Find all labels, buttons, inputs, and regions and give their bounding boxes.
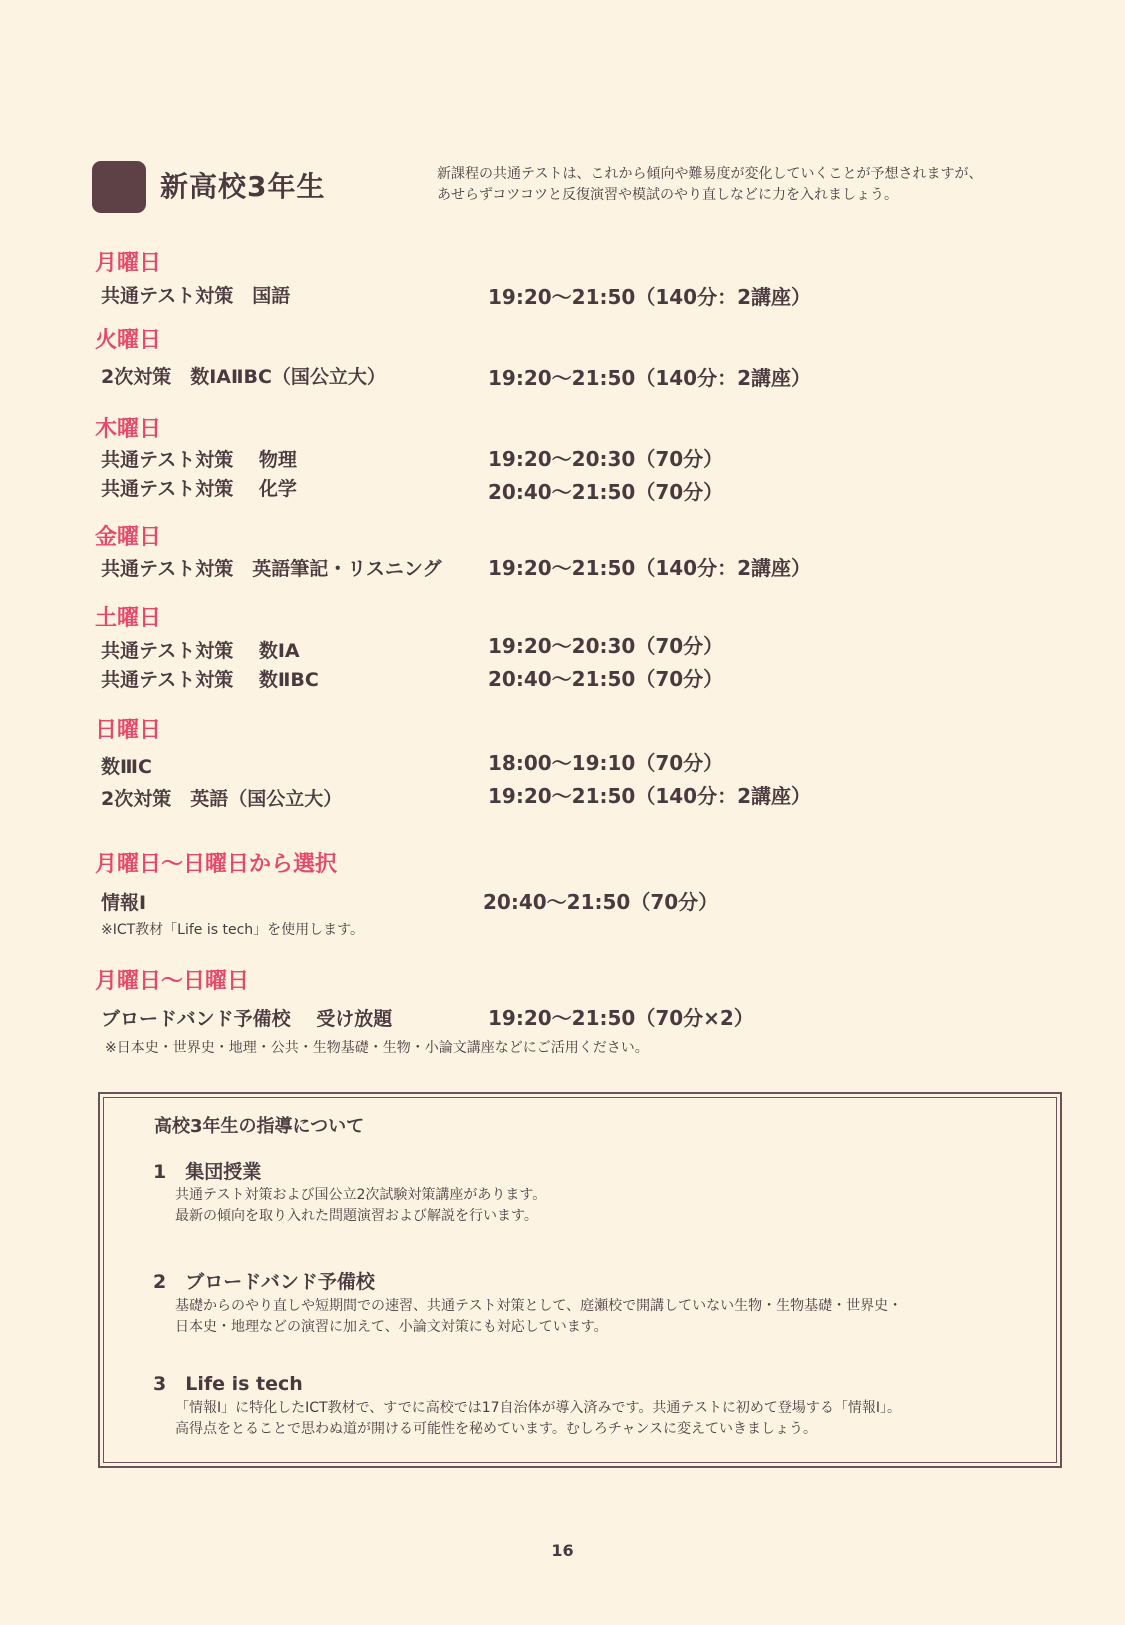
guidance-line: 最新の傾向を取り入れた問題演習および解説を行います。 bbox=[175, 1208, 538, 1224]
course-time: 20:40〜21:50（70分） bbox=[488, 480, 724, 504]
day-heading-tue: 火曜日 bbox=[95, 328, 162, 353]
course-time: 19:20〜21:50（140分：2講座） bbox=[488, 784, 811, 808]
course-time: 20:40〜21:50（70分） bbox=[483, 890, 719, 914]
guidance-section-heading: 2 ブロードバンド予備校 bbox=[153, 1271, 375, 1293]
intro-text bbox=[437, 164, 1077, 206]
guidance-line: 基礎からのやり直しや短期間での速習、共通テスト対策として、庭瀬校で開講していない生物・生物基礎・世界史・ bbox=[175, 1298, 903, 1314]
course-name: 共通テスト対策 数ⅠA bbox=[101, 640, 300, 662]
course-name: 共通テスト対策 化学 bbox=[101, 478, 297, 500]
course-name: 共通テスト対策 英語筆記・リスニング bbox=[101, 558, 442, 580]
page-number: 16 bbox=[551, 1541, 574, 1560]
day-heading-thu: 木曜日 bbox=[95, 417, 162, 442]
day-heading-select: 月曜日〜日曜日から選択 bbox=[95, 852, 338, 877]
course-time: 19:20〜21:50（70分×2） bbox=[488, 1006, 754, 1030]
guidance-section-heading: 1 集団授業 bbox=[153, 1161, 262, 1183]
day-heading-sun: 日曜日 bbox=[95, 718, 162, 743]
day-heading-mon: 月曜日 bbox=[95, 251, 162, 276]
course-time: 19:20〜20:30（70分） bbox=[488, 447, 724, 471]
guidance-title: 高校3年生の指導について bbox=[154, 1116, 365, 1137]
course-time: 19:20〜21:50（140分：2講座） bbox=[488, 285, 811, 309]
course-name: 2次対策 数ⅠAⅡBC（国公立大） bbox=[101, 366, 386, 388]
course-name: 情報Ⅰ bbox=[101, 892, 147, 914]
course-note: ※日本史・世界史・地理・公共・生物基礎・生物・小論文講座などにご活用ください。 bbox=[105, 1040, 649, 1056]
day-heading-all: 月曜日〜日曜日 bbox=[95, 969, 250, 994]
guidance-line: 日本史・地理などの演習に加えて、小論文対策にも対応しています。 bbox=[175, 1319, 608, 1335]
day-heading-sat: 土曜日 bbox=[95, 606, 162, 631]
guidance-section-body bbox=[175, 1398, 901, 1440]
guidance-section-body bbox=[175, 1185, 546, 1227]
course-name: 数ⅢC bbox=[101, 756, 152, 778]
guidance-section-body bbox=[175, 1296, 902, 1338]
intro-line: 新課程の共通テストは、これから傾向や難易度が変化していくことが予想されますが、 bbox=[437, 166, 983, 182]
guidance-line: 高得点をとることで思わぬ道が開ける可能性を秘めています。むしろチャンスに変えていきましょう。 bbox=[175, 1421, 818, 1437]
course-time: 19:20〜21:50（140分：2講座） bbox=[488, 556, 811, 580]
guidance-line: 共通テスト対策および国公立2次試験対策講座があります。 bbox=[175, 1187, 547, 1203]
intro-line: あせらずコツコツと反復演習や模試のやり直しなどに力を入れましょう。 bbox=[437, 187, 899, 203]
course-name: 共通テスト対策 数ⅡBC bbox=[101, 669, 319, 691]
course-name: ブロードバンド予備校 受け放題 bbox=[101, 1008, 393, 1030]
course-time: 18:00〜19:10（70分） bbox=[488, 751, 724, 775]
course-note: ※ICT教材「Life is tech」を使用します。 bbox=[101, 922, 365, 938]
course-time: 19:20〜20:30（70分） bbox=[488, 634, 724, 658]
course-time: 20:40〜21:50（70分） bbox=[488, 667, 724, 691]
guidance-line: 「情報Ⅰ」に特化したICT教材で、すでに高校では17自治体が導入済みです。共通テストに初めて登場する「情報Ⅰ」。 bbox=[175, 1400, 901, 1416]
course-name: 共通テスト対策 国語 bbox=[101, 285, 291, 307]
header-square-icon bbox=[92, 161, 146, 213]
day-heading-fri: 金曜日 bbox=[95, 525, 162, 550]
course-name: 共通テスト対策 物理 bbox=[101, 449, 297, 471]
page-title: 新高校3年生 bbox=[160, 170, 326, 203]
guidance-section-heading: 3 Life is tech bbox=[153, 1373, 303, 1395]
course-name: 2次対策 英語（国公立大） bbox=[101, 788, 343, 810]
course-time: 19:20〜21:50（140分：2講座） bbox=[488, 366, 811, 390]
